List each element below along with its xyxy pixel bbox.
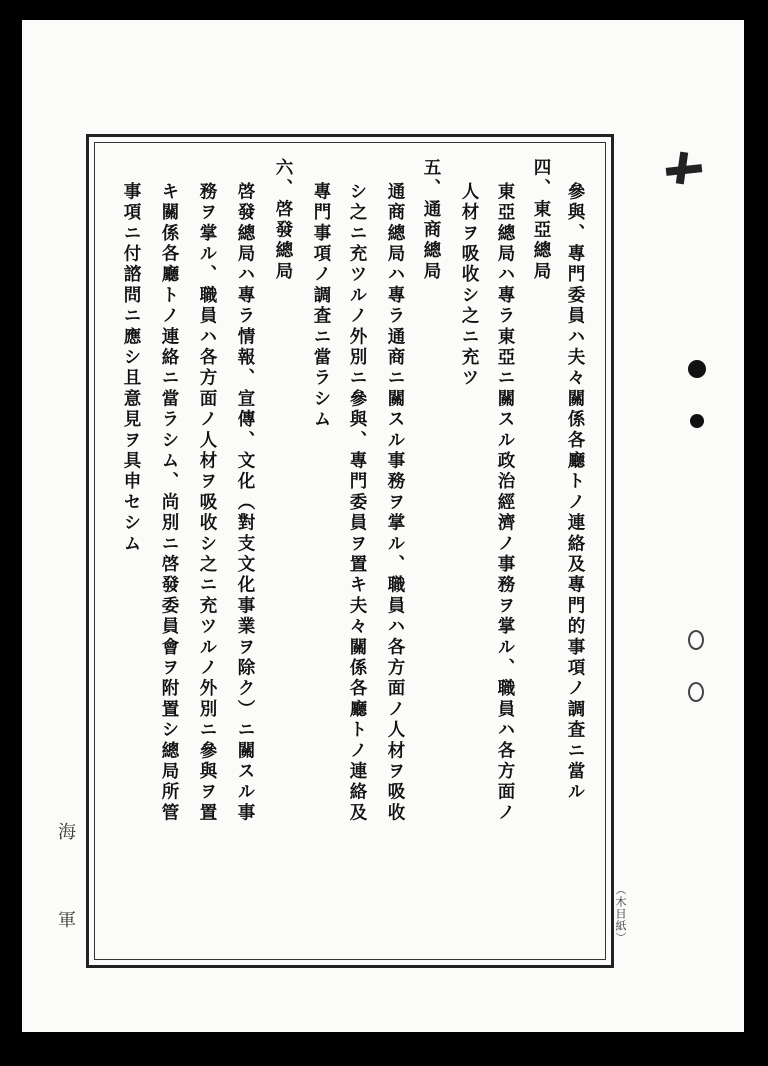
paper-stamp: （木目紙） [614,884,627,944]
text-column: 東亞總局ハ專ラ東亞ニ關スル政治經濟ノ事務ヲ掌ル、職員ハ各方面ノ [495,182,515,824]
text-column: キ關係各廳トノ連絡ニ當ラシム、尚別ニ啓發委員會ヲ附置シ總局所管 [159,182,179,824]
text-column: 務ヲ掌ル、職員ハ各方面ノ人材ヲ吸收シ之ニ充ツルノ外別ニ參與ヲ置 [197,182,217,824]
text-column: 參與、專門委員ハ夫々關係各廳トノ連絡及專門的事項ノ調査ニ當ル [565,182,585,803]
text-column: 專門事項ノ調査ニ當ラシム [311,182,331,431]
text-column: 啓發總局ハ專ラ情報、宣傳、文化（對支文化事業ヲ除ク）ニ關スル事 [235,182,255,824]
binding-hole-ring [688,630,704,650]
section-heading: 六、啓發總局 [273,158,293,283]
text-column: シ之ニ充ツルノ外別ニ參與、專門委員ヲ置キ夫々關係各廳トノ連絡及 [347,182,367,824]
text-column: 通商總局ハ專ラ通商ニ關スル事務ヲ掌ル、職員ハ各方面ノ人材ヲ吸收 [385,182,405,824]
margin-label: 軍 [58,910,76,931]
text-column: 人材ヲ吸收シ之ニ充ツ [459,182,479,389]
text-column: 事項ニ付諮問ニ應シ且意見ヲ具申セシム [121,182,141,555]
section-heading: 五、通商總局 [421,158,441,283]
binding-hole-ring [688,682,704,702]
section-heading: 四、東亞總局 [531,158,551,283]
binding-hole-dot [688,360,706,378]
margin-label: 海 [58,822,76,843]
binding-hole-dot [690,414,704,428]
